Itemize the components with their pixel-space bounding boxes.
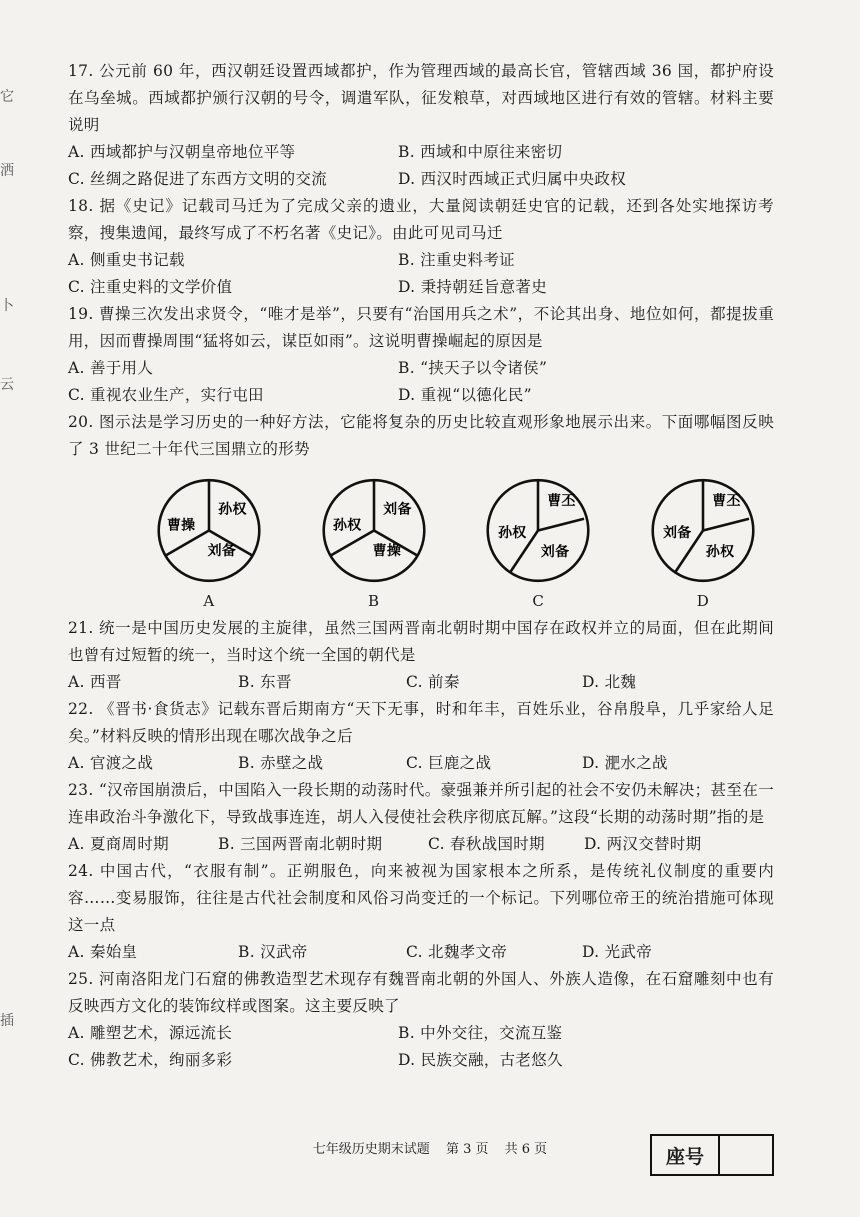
option-grid (68, 139, 774, 193)
option-b[interactable]: B. 汉武帝 (238, 943, 308, 961)
question-19 (68, 301, 774, 409)
edge-mark: 洒 (0, 163, 14, 179)
question-stem: 25. 河南洛阳龙门石窟的佛教造型艺术现存有魏晋南北朝的外国人、外族人造像，在石窟雕刻中也有反映西方文化的装饰纹样或图案。这主要反映了 (68, 970, 774, 1015)
option-c[interactable]: C. 重视农业生产，实行屯田 (68, 386, 264, 404)
question-25 (68, 966, 774, 1074)
pie-diagram (649, 477, 757, 584)
option-a[interactable]: A. 夏商周时期 (68, 835, 169, 853)
pie-label: 刘备 (541, 544, 570, 561)
pie-diagram (155, 477, 263, 584)
seat-number-box (650, 1134, 774, 1176)
pie-label: 刘备 (663, 524, 692, 541)
option-grid (68, 1020, 774, 1074)
diagram-d[interactable] (644, 477, 762, 615)
question-22 (68, 696, 774, 777)
option-c[interactable]: C. 丝绸之路促进了东西方文明的交流 (68, 170, 328, 188)
pie-label: 孙权 (498, 524, 527, 541)
option-a[interactable]: A. 侧重史书记载 (68, 251, 185, 269)
option-row (68, 939, 774, 966)
option-b[interactable]: B. 三国两晋南北朝时期 (218, 835, 383, 853)
question-stem: 22. 《晋书·食货志》记载东晋后期南方“天下无事，时和年丰，百姓乐业，谷帛殷阜，几乎家给人足矣。”材料反映的情形出现在哪次战争之后 (68, 700, 774, 745)
page-total: 共 6 页 (504, 1142, 548, 1157)
seat-label: 座号 (652, 1136, 720, 1174)
question-stem: 24. 中国古代，“衣服有制”。正朔服色，向来被视为国家根本之所系，是传统礼仪制度的重要内容……变易服饰，往往是古代社会制度和风俗习尚变迁的一个标记。下列哪位帝王的统治措施可体现这一点 (68, 862, 774, 934)
diagram-letter: C (532, 592, 545, 610)
option-d[interactable]: D. 民族交融，古老悠久 (398, 1051, 563, 1069)
exam-title: 七年级历史期末试题 (312, 1142, 430, 1157)
pie-label: 孙权 (218, 501, 247, 518)
page-number: 第 3 页 (445, 1142, 489, 1157)
pie-diagram (320, 477, 428, 584)
question-stem: 17. 公元前 60 年，西汉朝廷设置西域都护，作为管理西域的最高长官，管辖西域 36 国，都护府设在乌垒城。西域都护颁行汉朝的号令，调遣军队，征发粮草，对西域地区进行有效的管辖。材料主要说明 (68, 62, 774, 134)
question-18 (68, 193, 774, 301)
option-a[interactable]: A. 西域都护与汉朝皇帝地位平等 (68, 143, 296, 161)
option-d[interactable]: D. 秉持朝廷旨意著史 (398, 278, 548, 296)
edge-mark: 卜 (0, 298, 14, 314)
diagram-letter: A (203, 592, 215, 610)
seat-number-field[interactable] (720, 1136, 772, 1174)
option-row (68, 831, 774, 858)
option-c[interactable]: C. 春秋战国时期 (428, 835, 545, 853)
option-c[interactable]: C. 佛教艺术，绚丽多彩 (68, 1051, 233, 1069)
option-row (68, 669, 774, 696)
option-row (68, 750, 774, 777)
option-b[interactable]: B. 赤壁之战 (238, 754, 324, 772)
option-d[interactable]: D. 淝水之战 (582, 754, 668, 772)
pie-label: 孙权 (705, 544, 735, 561)
pie-label: 曹操 (372, 543, 401, 560)
option-a[interactable]: A. 官渡之战 (68, 754, 154, 772)
pie-label: 曹操 (166, 517, 196, 534)
pie-label: 刘备 (207, 543, 237, 560)
option-grid (68, 355, 774, 409)
question-stem: 23. “汉帝国崩溃后，中国陷入一段长期的动荡时代。豪强兼并所引起的社会不安仍未解决；甚至在一连串政治斗争激化下，导致战事连连，胡人入侵使社会秩序彻底瓦解。”这段“长期的动荡时期”指的是 (68, 781, 774, 826)
diagram-c[interactable] (479, 477, 597, 615)
option-a[interactable]: A. 善于用人 (68, 359, 154, 377)
option-a[interactable]: A. 雕塑艺术，源远流长 (68, 1024, 233, 1042)
option-c[interactable]: C. 巨鹿之战 (406, 754, 492, 772)
option-d[interactable]: D. 光武帝 (582, 943, 653, 961)
question-24 (68, 858, 774, 966)
option-d[interactable]: D. 北魏 (582, 673, 637, 691)
diagram-a[interactable] (150, 477, 268, 615)
diagram-options (150, 477, 762, 615)
pie-label: 刘备 (382, 501, 412, 518)
question-stem: 19. 曹操三次发出求贤令，“唯才是举”，只要有“治国用兵之术”，不论其出身、地位如何，都提拔重用，因而曹操周围“猛将如云，谋臣如雨”。这说明曹操崛起的原因是 (68, 305, 774, 350)
pie-label: 曹丕 (712, 492, 741, 509)
option-b[interactable]: B. 中外交往，交流互鉴 (398, 1024, 563, 1042)
option-c[interactable]: C. 北魏孝文帝 (406, 943, 508, 961)
question-23 (68, 777, 774, 858)
option-c[interactable]: C. 注重史料的文学价值 (68, 278, 233, 296)
edge-mark: 插 (0, 1013, 14, 1029)
option-b[interactable]: B. 东晋 (238, 673, 292, 691)
option-d[interactable]: D. 西汉时西域正式归属中央政权 (398, 170, 627, 188)
pie-label: 孙权 (332, 517, 362, 534)
option-grid (68, 247, 774, 301)
edge-mark: 云 (0, 377, 14, 393)
question-17 (68, 58, 774, 193)
question-20 (68, 409, 774, 615)
diagram-letter: D (696, 592, 710, 610)
option-a[interactable]: A. 秦始皇 (68, 943, 138, 961)
edge-mark: 它 (0, 89, 14, 105)
option-b[interactable]: B. 西域和中原往来密切 (398, 143, 563, 161)
diagram-letter: B (367, 592, 380, 610)
question-stem: 20. 图示法是学习历史的一种好方法，它能将复杂的历史比较直观形象地展示出来。下面哪幅图反映了 3 世纪二十年代三国鼎立的形势 (68, 413, 774, 458)
question-21 (68, 615, 774, 696)
question-list (68, 58, 774, 1074)
option-c[interactable]: C. 前秦 (406, 673, 460, 691)
question-stem: 18. 据《史记》记载司马迁为了完成父亲的遗业，大量阅读朝廷史官的记载，还到各处实地探访考察，搜集遗闻，最终写成了不朽名著《史记》。由此可见司马迁 (68, 197, 774, 242)
option-d[interactable]: D. 重视“以德化民” (398, 386, 532, 404)
pie-label: 曹丕 (547, 492, 577, 509)
option-b[interactable]: B. “挟天子以令诸侯” (398, 359, 548, 377)
option-a[interactable]: A. 西晋 (68, 673, 122, 691)
question-stem: 21. 统一是中国历史发展的主旋律，虽然三国两晋南北朝时期中国存在政权并立的局面，但在此期间也曾有过短暂的统一，当时这个统一全国的朝代是 (68, 619, 774, 664)
pie-diagram (484, 477, 592, 584)
option-b[interactable]: B. 注重史料考证 (398, 251, 515, 269)
diagram-b[interactable] (315, 477, 433, 615)
option-d[interactable]: D. 两汉交替时期 (584, 835, 702, 853)
